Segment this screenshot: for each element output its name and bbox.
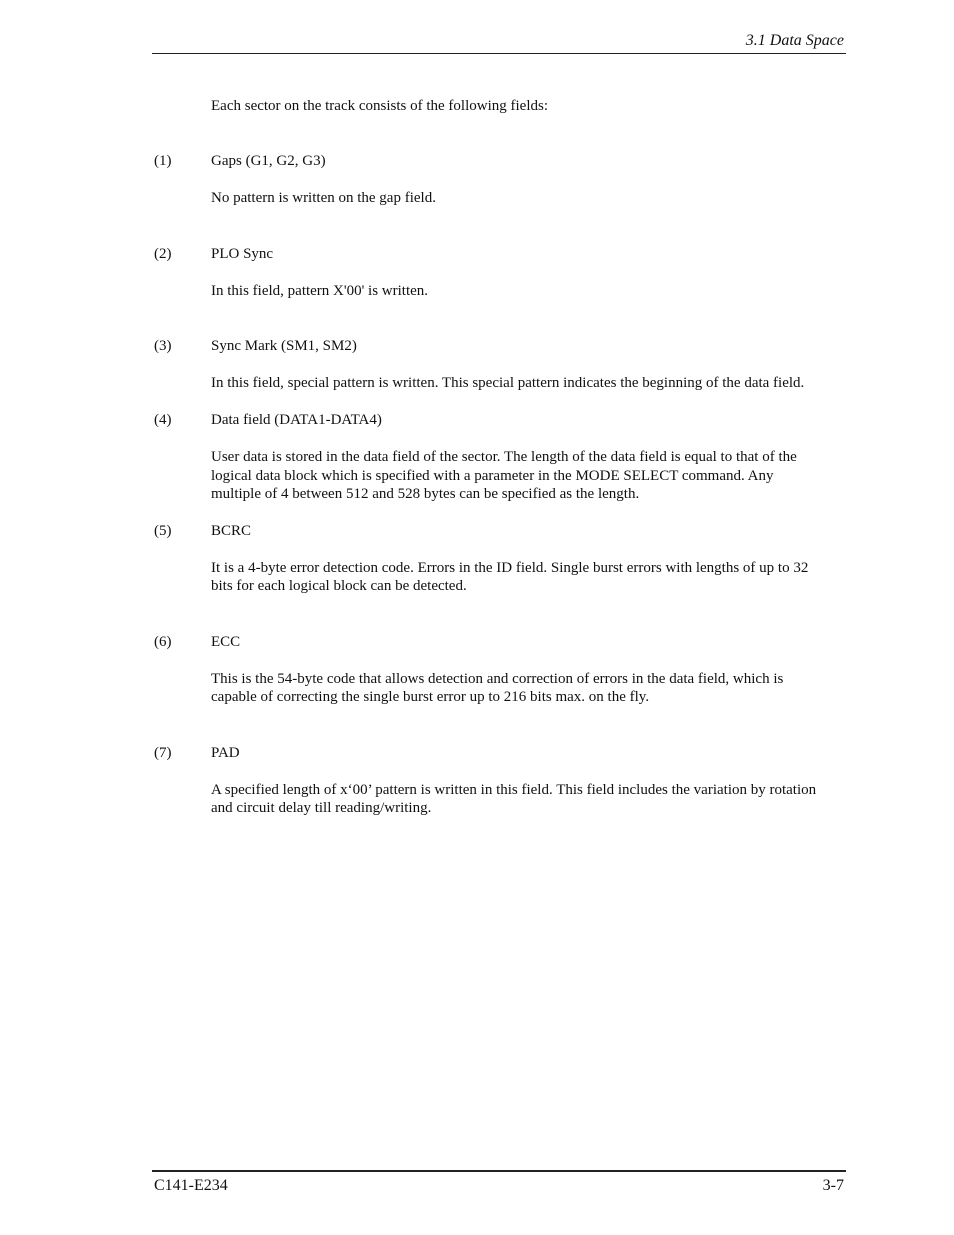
field-desc-line: No pattern is written on the gap field. [211, 190, 436, 206]
field-title-data-field: Data field (DATA1-DATA4) [211, 412, 382, 428]
field-desc-line: This is the 54-byte code that allows detection and correction of errors in the data field, which is [211, 671, 784, 687]
field-desc-line: A specified length of x‘00’ pattern is written in this field. This field includes the variation by rotation [211, 782, 817, 798]
field-desc-line: User data is stored in the data field of the sector. The length of the data field is equal to that of the [211, 449, 797, 465]
intro-paragraph: Each sector on the track consists of the following fields: [211, 98, 548, 114]
field-desc-line: In this field, pattern X'00' is written. [211, 283, 429, 299]
field-desc-line: In this field, special pattern is written. This special pattern indicates the beginning of the data field. [211, 375, 805, 391]
field-number: (3) [154, 338, 172, 354]
field-title-ecc: ECC [211, 634, 241, 650]
field-number: (2) [154, 246, 172, 262]
field-number: (1) [154, 153, 172, 169]
field-number: (5) [154, 523, 172, 539]
running-header-title: 3.1 Data Space [745, 32, 844, 49]
field-number: (6) [154, 634, 172, 650]
field-number: (7) [154, 745, 172, 761]
field-desc-line: and circuit delay till reading/writing. [211, 800, 432, 816]
field-desc-line: bits for each logical block can be detected. [211, 578, 467, 594]
footer-rule [152, 1170, 846, 1172]
field-title-gaps: Gaps (G1, G2, G3) [211, 153, 326, 169]
footer-page-number: 3-7 [822, 1177, 844, 1194]
field-title-pad: PAD [211, 745, 240, 761]
field-desc-line: capable of correcting the single burst error up to 216 bits max. on the fly. [211, 689, 650, 705]
field-title-sync-mark: Sync Mark (SM1, SM2) [211, 338, 357, 354]
footer-doc-id: C141-E234 [154, 1177, 228, 1194]
field-title-bcrc: BCRC [211, 523, 252, 539]
field-title-plo-sync: PLO Sync [211, 246, 274, 262]
field-desc-line: multiple of 4 between 512 and 528 bytes can be specified as the length. [211, 486, 640, 502]
field-desc-line: logical data block which is specified with a parameter in the MODE SELECT command. Any [211, 468, 774, 484]
header-rule [152, 53, 846, 54]
field-desc-line: It is a 4-byte error detection code. Errors in the ID field. Single burst errors with lengths of up to 32 [211, 560, 809, 576]
field-number: (4) [154, 412, 172, 428]
